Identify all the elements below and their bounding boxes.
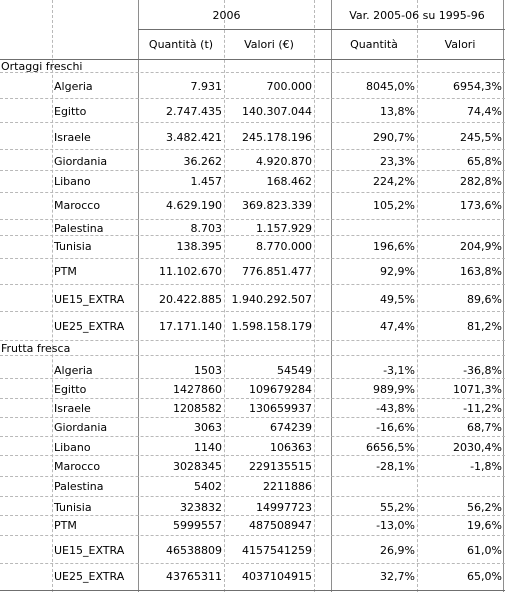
- country-cell: Israele: [54, 402, 91, 415]
- country-cell: Giordania: [54, 421, 108, 434]
- quantity-cell: 3028345: [173, 460, 222, 473]
- country-cell: Algeria: [54, 364, 93, 377]
- country-cell: Tunisia: [54, 240, 92, 253]
- grid-hline: [0, 149, 505, 150]
- value-cell: 245.178.196: [242, 131, 312, 144]
- grid-vline: [138, 0, 139, 592]
- quantity-cell: 323832: [180, 501, 222, 514]
- value-cell: 4037104915: [242, 570, 312, 583]
- var-quantity-cell: 105,2%: [373, 199, 415, 212]
- value-cell: 168.462: [266, 175, 312, 188]
- var-value-cell: 61,0%: [467, 544, 502, 557]
- grid-vline: [503, 0, 504, 592]
- var-value-cell: 6954,3%: [453, 80, 502, 93]
- var-quantity-cell: 23,3%: [380, 155, 415, 168]
- value-cell: 487508947: [249, 519, 312, 532]
- quantity-cell: 5999557: [173, 519, 222, 532]
- country-cell: Palestina: [54, 480, 104, 493]
- var-value-cell: 1071,3%: [453, 383, 502, 396]
- quantity-cell: 46538809: [166, 544, 222, 557]
- header-value: Valori (€): [244, 38, 294, 51]
- grid-hline: [0, 515, 505, 516]
- var-value-cell: 163,8%: [460, 265, 502, 278]
- grid-vline: [52, 0, 53, 592]
- grid-hline: [0, 192, 505, 193]
- grid-hline: [0, 496, 505, 497]
- var-value-cell: 74,4%: [467, 105, 502, 118]
- var-quantity-cell: 32,7%: [380, 570, 415, 583]
- var-value-cell: -11,2%: [463, 402, 502, 415]
- var-value-cell: 68,7%: [467, 421, 502, 434]
- quantity-cell: 3.482.421: [166, 131, 222, 144]
- header-group-variation: Var. 2005-06 su 1995-96: [349, 9, 485, 22]
- grid-hline: [0, 535, 505, 536]
- grid-hline: [0, 311, 505, 312]
- quantity-cell: 17.171.140: [159, 320, 222, 333]
- country-cell: Tunisia: [54, 501, 92, 514]
- value-cell: 1.157.929: [256, 222, 312, 235]
- var-value-cell: 2030,4%: [453, 441, 502, 454]
- country-cell: Giordania: [54, 155, 108, 168]
- var-quantity-cell: 55,2%: [380, 501, 415, 514]
- quantity-cell: 1140: [194, 441, 222, 454]
- var-quantity-cell: 92,9%: [380, 265, 415, 278]
- value-cell: 2211886: [263, 480, 312, 493]
- quantity-cell: 1.457: [190, 175, 222, 188]
- header-group-2006: 2006: [212, 9, 241, 22]
- var-value-cell: 282,8%: [460, 175, 502, 188]
- quantity-cell: 1208582: [173, 402, 222, 415]
- var-value-cell: 173,6%: [460, 199, 502, 212]
- quantity-cell: 138.395: [176, 240, 222, 253]
- country-cell: Palestina: [54, 222, 104, 235]
- quantity-cell: 4.629.190: [166, 199, 222, 212]
- var-value-cell: 204,9%: [460, 240, 502, 253]
- var-quantity-cell: 8045,0%: [366, 80, 415, 93]
- section-title-vegetables: Ortaggi freschi: [1, 60, 83, 73]
- country-cell: Egitto: [54, 105, 87, 118]
- var-quantity-cell: 6656,5%: [366, 441, 415, 454]
- var-quantity-cell: -28,1%: [376, 460, 415, 473]
- grid-hline: [0, 436, 505, 437]
- value-cell: 54549: [277, 364, 312, 377]
- header-var-quantity: Quantità: [350, 38, 398, 51]
- country-cell: UE25_EXTRA: [54, 320, 125, 333]
- grid-hline: [0, 72, 505, 73]
- var-quantity-cell: 47,4%: [380, 320, 415, 333]
- value-cell: 1.598.158.179: [231, 320, 312, 333]
- quantity-cell: 8.703: [190, 222, 222, 235]
- value-cell: 8.770.000: [256, 240, 312, 253]
- country-cell: PTM: [54, 265, 77, 278]
- country-cell: PTM: [54, 519, 77, 532]
- var-quantity-cell: -3,1%: [383, 364, 415, 377]
- country-cell: Egitto: [54, 383, 87, 396]
- quantity-cell: 7.931: [190, 80, 222, 93]
- country-cell: UE25_EXTRA: [54, 570, 125, 583]
- grid-hline: [0, 122, 505, 123]
- country-cell: Libano: [54, 175, 91, 188]
- quantity-cell: 11.102.670: [159, 265, 222, 278]
- grid-hline: [0, 563, 505, 564]
- grid-hline: [0, 219, 505, 220]
- country-cell: UE15_EXTRA: [54, 293, 125, 306]
- var-quantity-cell: 49,5%: [380, 293, 415, 306]
- quantity-cell: 5402: [194, 480, 222, 493]
- var-quantity-cell: 224,2%: [373, 175, 415, 188]
- var-value-cell: 65,0%: [467, 570, 502, 583]
- value-cell: 140.307.044: [242, 105, 312, 118]
- var-value-cell: 19,6%: [467, 519, 502, 532]
- quantity-cell: 2.747.435: [166, 105, 222, 118]
- grid-vline: [331, 0, 332, 592]
- grid-hline: [0, 476, 505, 477]
- country-cell: Israele: [54, 131, 91, 144]
- grid-vline: [417, 0, 418, 592]
- value-cell: 106363: [270, 441, 312, 454]
- value-cell: 369.823.339: [242, 199, 312, 212]
- var-value-cell: 56,2%: [467, 501, 502, 514]
- value-cell: 14997723: [256, 501, 312, 514]
- quantity-cell: 20.422.885: [159, 293, 222, 306]
- country-cell: UE15_EXTRA: [54, 544, 125, 557]
- var-quantity-cell: -13,0%: [376, 519, 415, 532]
- grid-hline: [0, 340, 505, 341]
- var-quantity-cell: 13,8%: [380, 105, 415, 118]
- grid-hline: [0, 455, 505, 456]
- value-cell: 700.000: [266, 80, 312, 93]
- value-cell: 229135515: [249, 460, 312, 473]
- var-quantity-cell: 290,7%: [373, 131, 415, 144]
- grid-vline: [314, 0, 315, 592]
- grid-hline: [0, 170, 505, 171]
- value-cell: 776.851.477: [242, 265, 312, 278]
- var-quantity-cell: 989,9%: [373, 383, 415, 396]
- var-value-cell: -1,8%: [470, 460, 502, 473]
- quantity-cell: 36.262: [183, 155, 222, 168]
- value-cell: 674239: [270, 421, 312, 434]
- section-title-fruit: Frutta fresca: [1, 342, 71, 355]
- header-var-value: Valori: [444, 38, 476, 51]
- quantity-cell: 43765311: [166, 570, 222, 583]
- value-cell: 109679284: [249, 383, 312, 396]
- var-value-cell: 245,5%: [460, 131, 502, 144]
- header-quantity: Quantità (t): [148, 38, 214, 51]
- var-value-cell: 65,8%: [467, 155, 502, 168]
- value-cell: 130659937: [249, 402, 312, 415]
- value-cell: 1.940.292.507: [231, 293, 312, 306]
- header-divider: [138, 29, 505, 30]
- var-quantity-cell: 26,9%: [380, 544, 415, 557]
- country-cell: Algeria: [54, 80, 93, 93]
- var-quantity-cell: 196,6%: [373, 240, 415, 253]
- grid-vline: [224, 0, 225, 592]
- country-cell: Libano: [54, 441, 91, 454]
- country-cell: Marocco: [54, 199, 101, 212]
- grid-hline: [0, 258, 505, 259]
- grid-hline: [0, 378, 505, 379]
- quantity-cell: 1427860: [173, 383, 222, 396]
- grid-hline: [0, 417, 505, 418]
- var-value-cell: 81,2%: [467, 320, 502, 333]
- quantity-cell: 1503: [194, 364, 222, 377]
- grid-hline: [0, 355, 505, 356]
- grid-hline: [0, 235, 505, 236]
- value-cell: 4.920.870: [256, 155, 312, 168]
- value-cell: 4157541259: [242, 544, 312, 557]
- var-value-cell: 89,6%: [467, 293, 502, 306]
- var-quantity-cell: -43,8%: [376, 402, 415, 415]
- grid-hline: [0, 98, 505, 99]
- country-cell: Marocco: [54, 460, 101, 473]
- var-value-cell: -36,8%: [463, 364, 502, 377]
- quantity-cell: 3063: [194, 421, 222, 434]
- table-bottom-border: [0, 590, 505, 591]
- grid-hline: [0, 284, 505, 285]
- grid-hline: [0, 398, 505, 399]
- var-quantity-cell: -16,6%: [376, 421, 415, 434]
